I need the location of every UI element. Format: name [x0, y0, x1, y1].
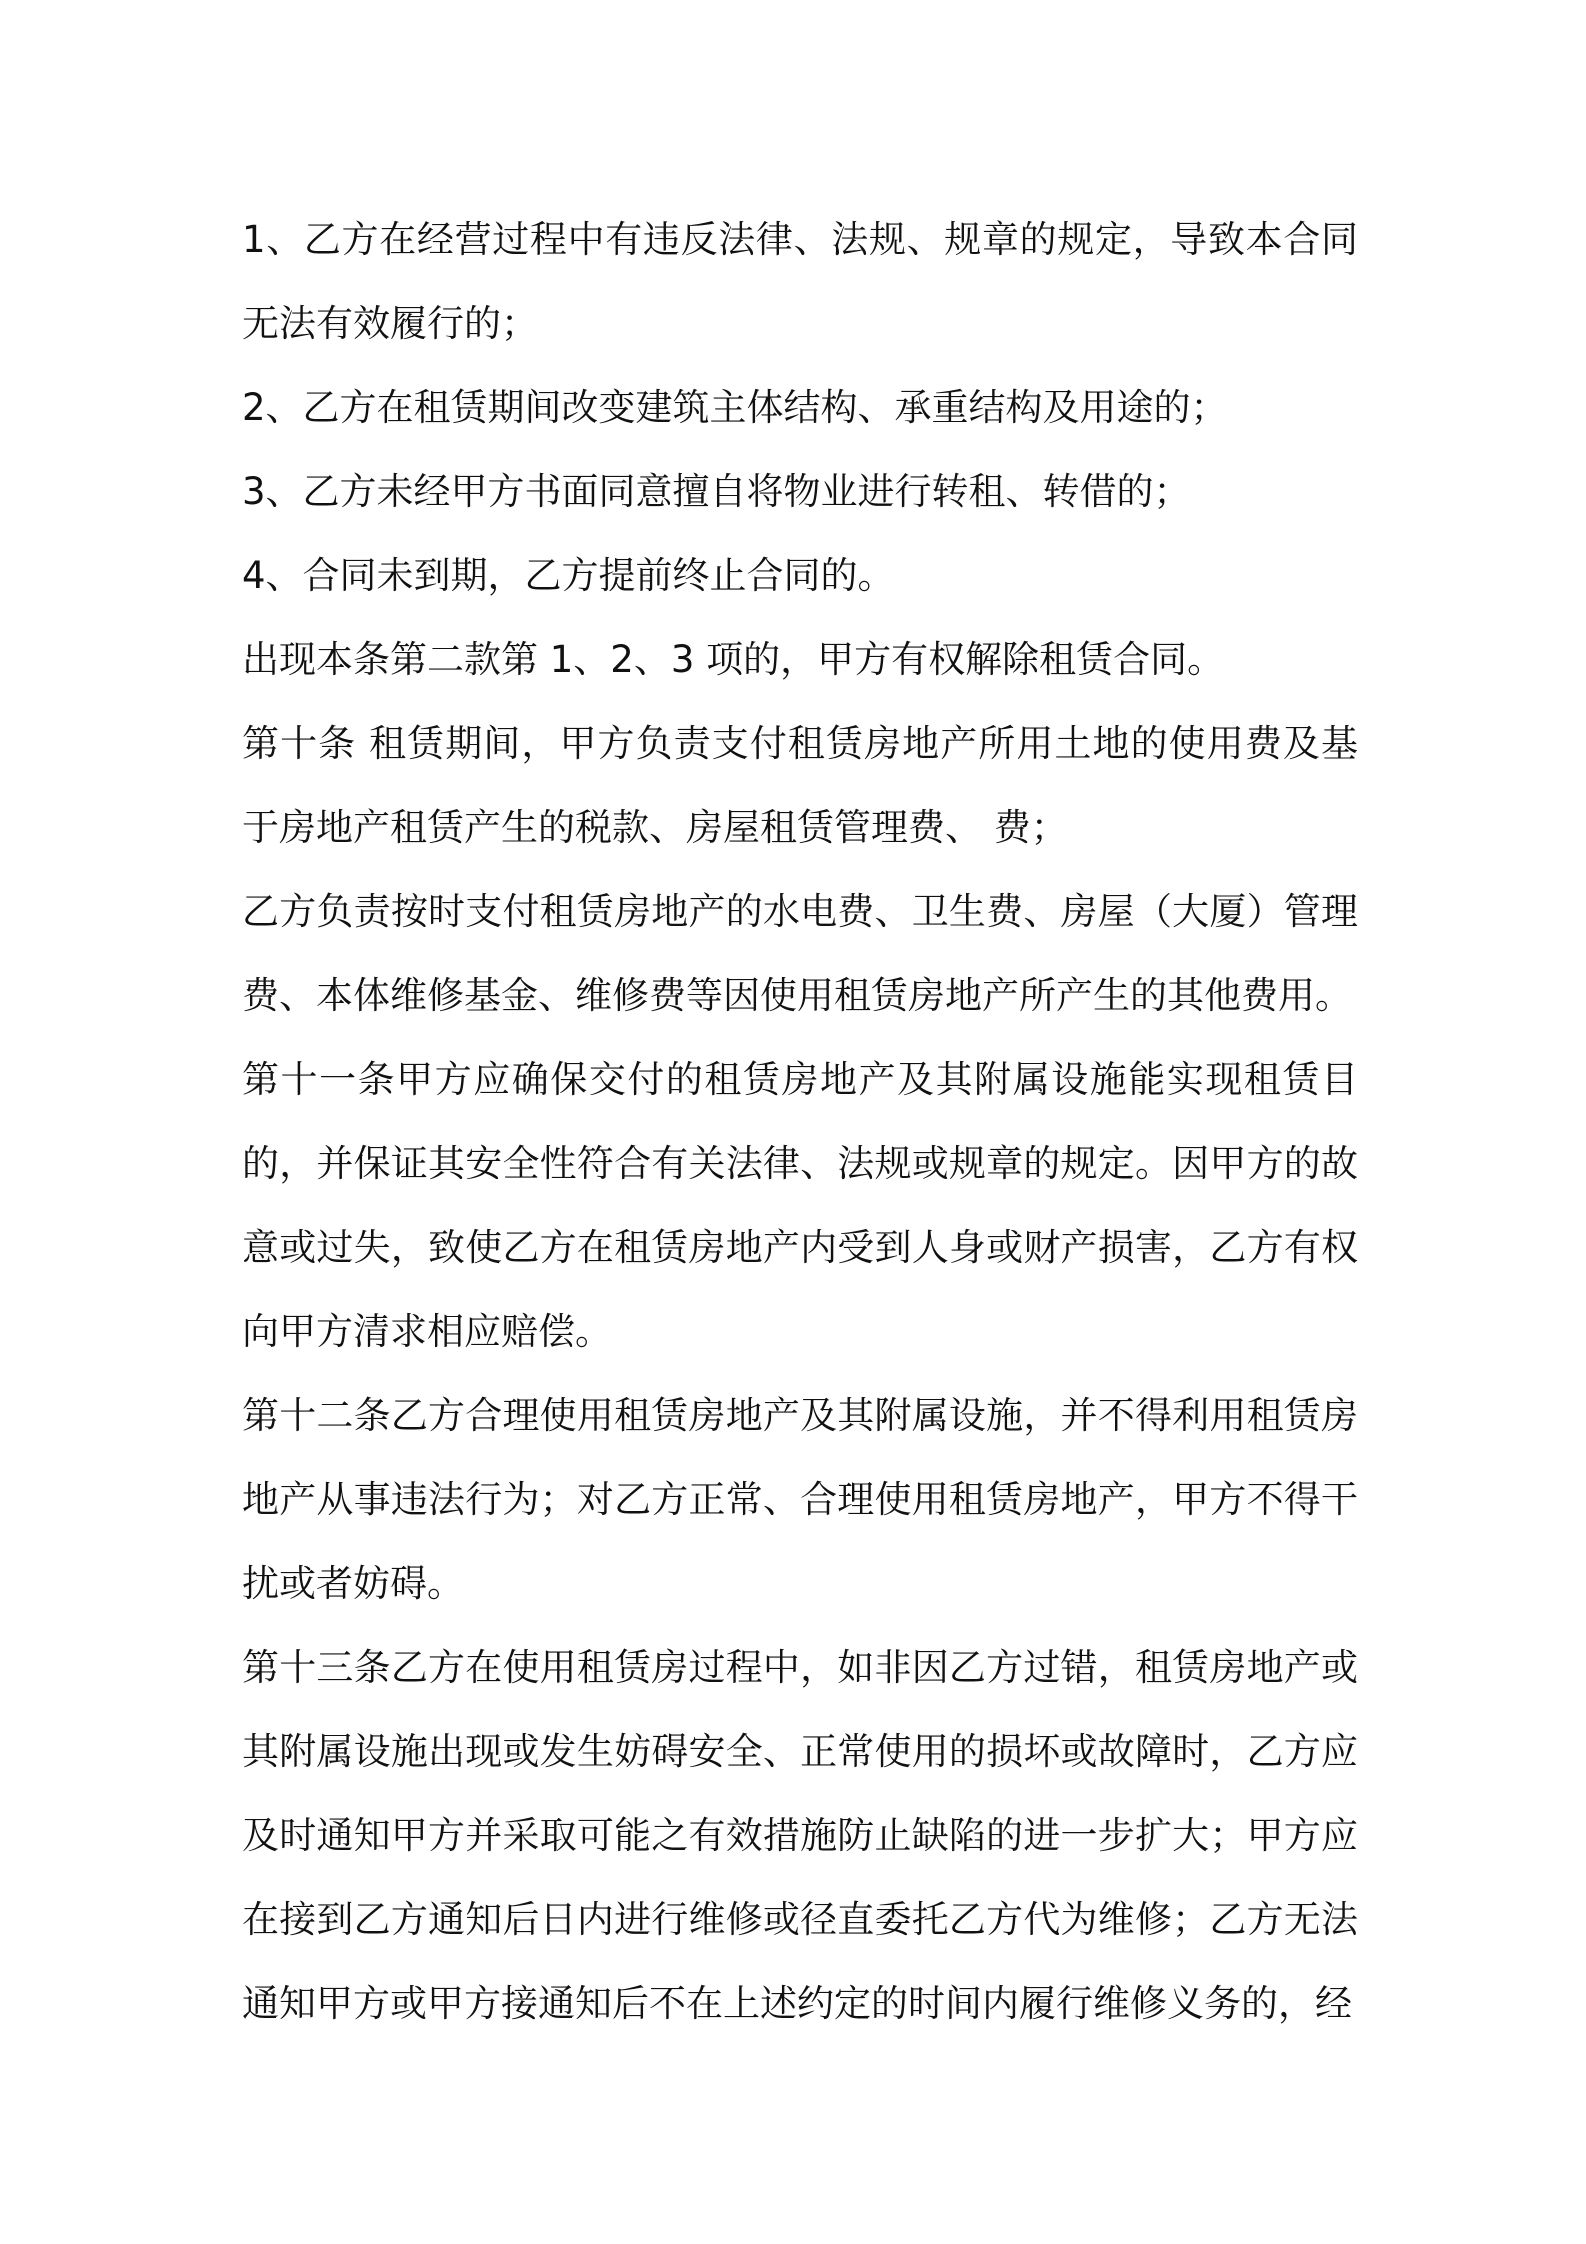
- paragraph-clause-1: 1、乙方在经营过程中有违反法律、法规、规章的规定，导致本合同无法有效履行的；: [242, 218, 1358, 345]
- paragraph-termination-right: 出现本条第二款第 1、2、3 项的，甲方有权解除租赁合同。: [242, 638, 1225, 681]
- document-body: [242, 198, 1358, 2046]
- paragraph-clause-3: 3、乙方未经甲方书面同意擅自将物业进行转租、转借的；: [242, 470, 1191, 513]
- paragraph-article-13: 第十三条乙方在使用租赁房过程中，如非因乙方过错，租赁房地产或其附属设施出现或发生妨碍安全、正常使用的损坏或故障时，乙方应及时通知甲方并采取可能之有效措施防止缺陷的进一步扩大；甲方应在接到乙方通知后日内进行维修或径直委托乙方代为维修；乙方无法通知甲方或甲方接通知后不在上述约定的时间内履行维修义务的，经: [242, 1646, 1358, 2025]
- paragraph-article-11: 第十一条甲方应确保交付的租赁房地产及其附属设施能实现租赁目的，并保证其安全性符合有关法律、法规或规章的规定。因甲方的故意或过失，致使乙方在租赁房地产内受到人身或财产损害，乙方有权向甲方清求相应赔偿。: [242, 1058, 1358, 1353]
- paragraph-clause-2: 2、乙方在租赁期间改变建筑主体结构、承重结构及用途的；: [242, 386, 1228, 429]
- paragraph-article-10: 第十条 租赁期间，甲方负责支付租赁房地产所用土地的使用费及基于房地产租赁产生的税款、房屋租赁管理费、 费；: [242, 722, 1358, 849]
- paragraph-article-12: 第十二条乙方合理使用租赁房地产及其附属设施，并不得利用租赁房地产从事违法行为；对乙方正常、合理使用租赁房地产，甲方不得干扰或者妨碍。: [242, 1394, 1358, 1605]
- paragraph-party-b-fees: 乙方负责按时支付租赁房地产的水电费、卫生费、房屋（大厦）管理费、本体维修基金、维修费等因使用租赁房地产所产生的其他费用。: [242, 890, 1358, 1017]
- paragraph-clause-4: 4、合同未到期，乙方提前终止合同的。: [242, 554, 895, 597]
